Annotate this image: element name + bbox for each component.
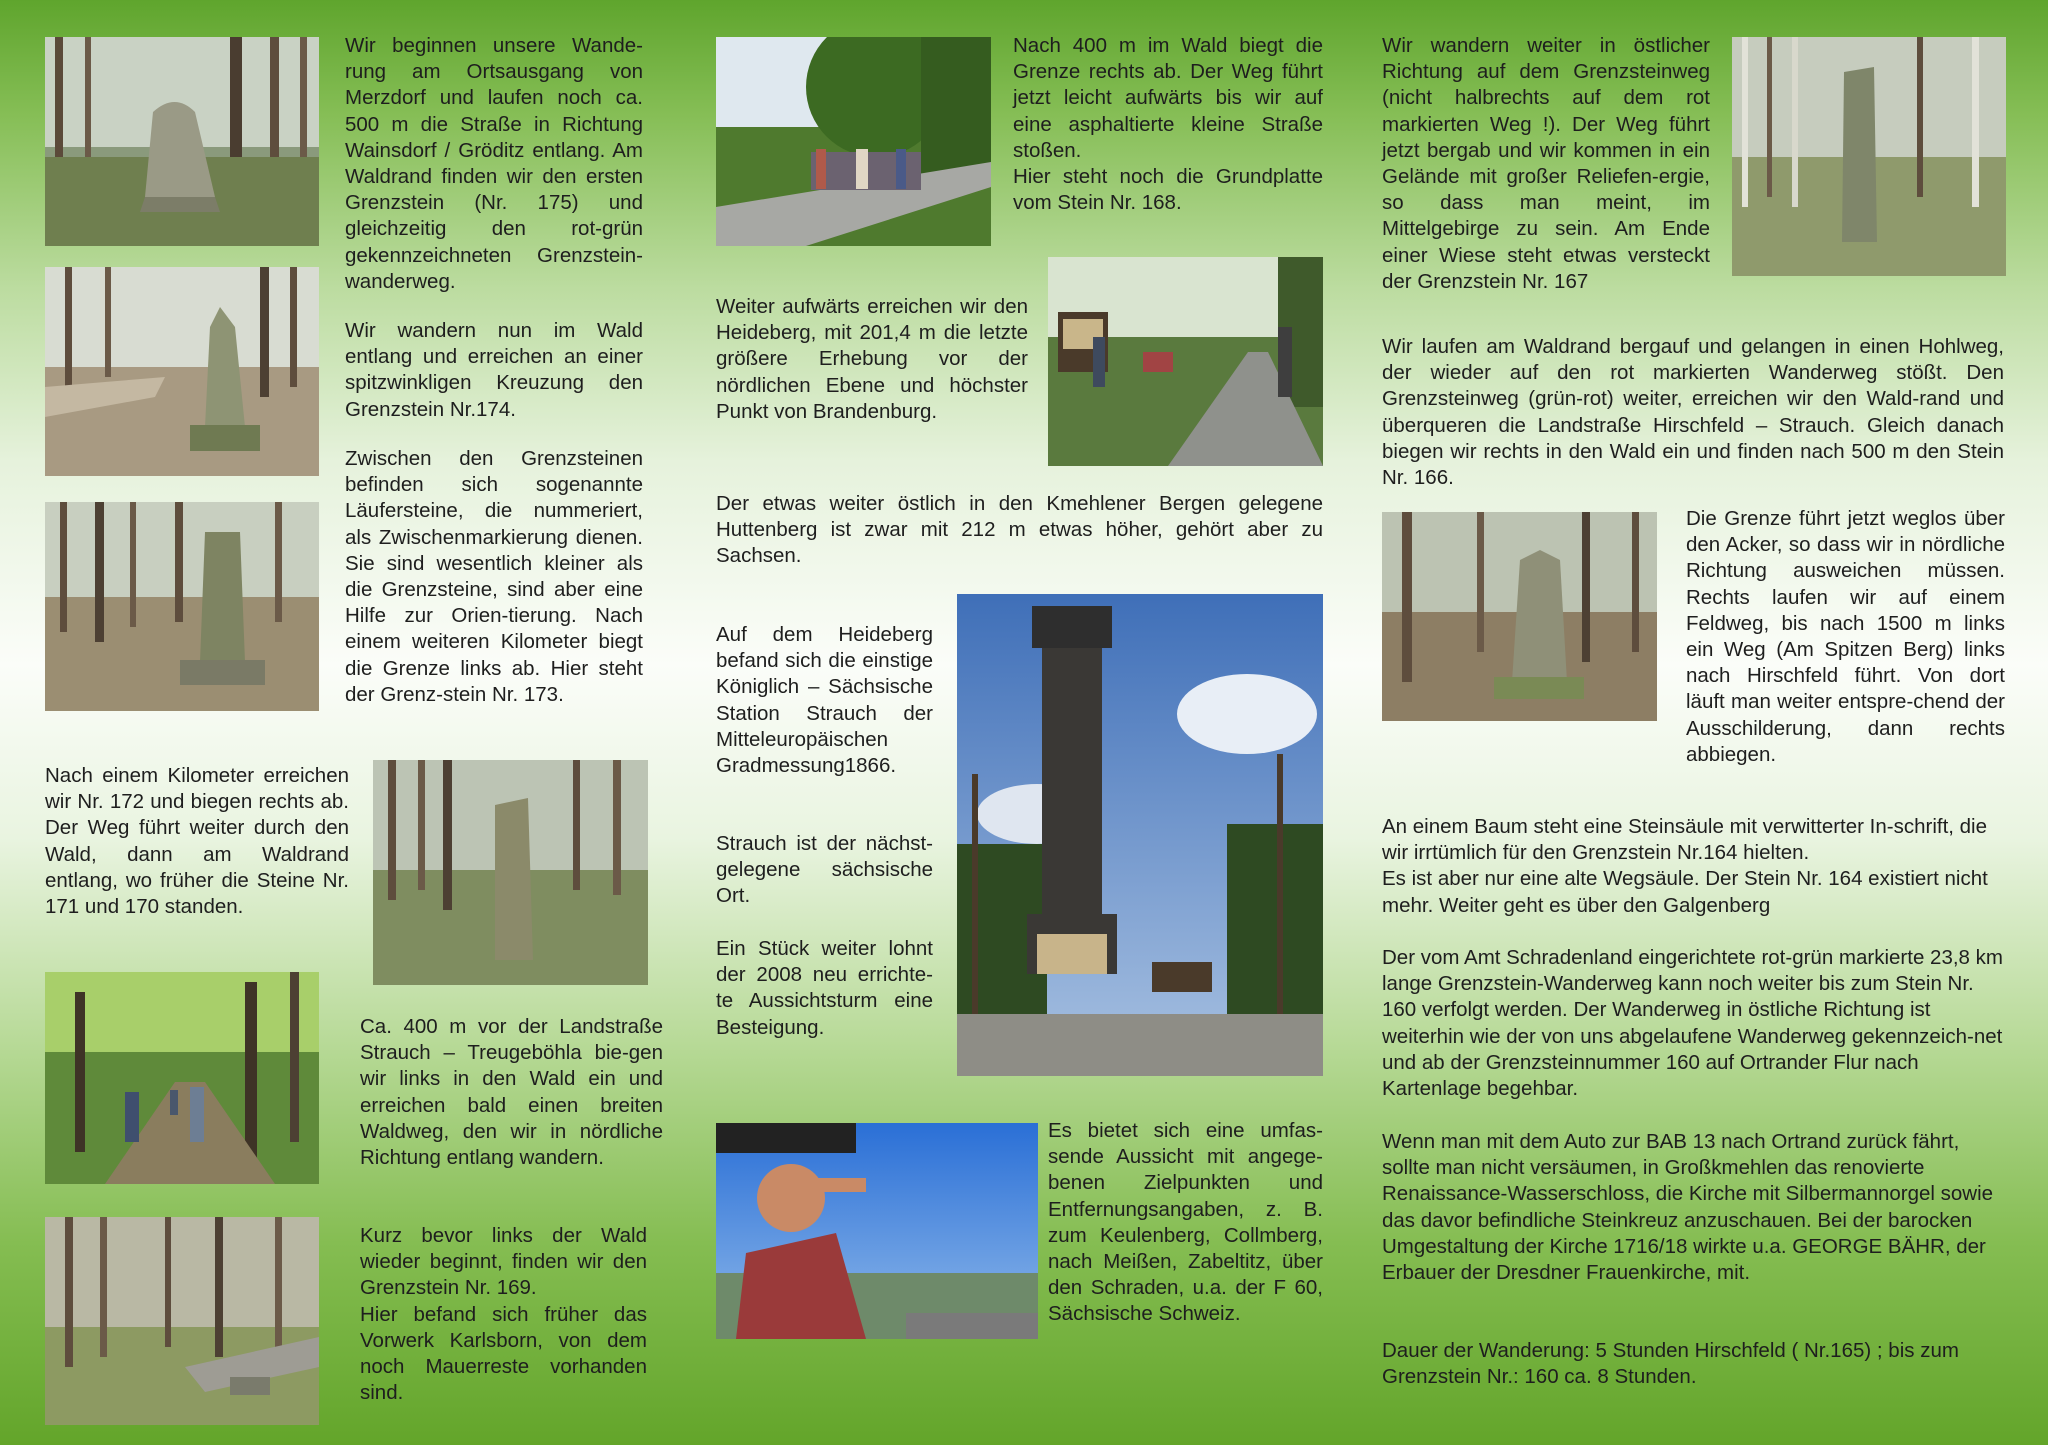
col2-paragraph-6: Ein Stück weiter lohnt der 2008 neu errichte-te Aussichtsturm eine Besteigung.	[716, 937, 933, 1039]
col3-paragraph-4: An einem Baum steht eine Steinsäule mit verwitterter In-schrift, die wir irrtümlich für den Grenzstein Nr.164 hielten. Es ist aber nur eine alte Wegsäule. Der Stein Nr. 164 existiert nicht mehr. Weiter geht es über den Galgenberg	[1382, 815, 1988, 917]
photo-observation-tower	[957, 594, 1323, 1076]
photo-grenzstein-175	[45, 37, 319, 246]
col3-paragraph-1: Wir wandern weiter in östlicher Richtung auf dem Grenzsteinweg (nicht halbrechts auf dem rot markierten Weg !). Der Weg führt jetzt bergab und wir kommen in ein Gelände mit großer Reliefen-ergie, so dass man meint, im Mittelgebirge zu sein. Am Ende einer Wiese steht etwas versteckt der Grenzstein Nr. 167	[1382, 34, 1710, 293]
col2-paragraph-4: Auf dem Heideberg befand sich die einstige Königlich – Sächsische Station Strauch der Mitteleuropäischen Gradmessung1866.	[716, 623, 933, 778]
col2-paragraph-5: Strauch ist der nächst-gelegene sächsische Ort.	[716, 832, 933, 908]
photo-grenzstein-167	[1732, 37, 2006, 276]
col1-paragraph-5: Ca. 400 m vor der Landstraße Strauch – Treugeböhla bie-gen wir links in den Wald ein und erreichen bald einen breiten Waldweg, den wir in nördliche Richtung entlang wandern.	[360, 1015, 663, 1170]
col2-paragraph-1: Nach 400 m im Wald biegt die Grenze rechts ab. Der Weg führt jetzt leicht aufwärts bis wir auf eine asphaltierte kleine Straße stoßen. Hier steht noch die Grundplatte vom Stein Nr. 168.	[1013, 34, 1323, 215]
photo-grenzstein-166	[1382, 512, 1657, 721]
col2-paragraph-3: Der etwas weiter östlich in den Kmehlener Bergen gelegene Huttenberg ist zwar mit 212 m etwas höher, gehört aber zu Sachsen.	[716, 492, 1323, 568]
photo-grenzstein-173	[45, 502, 319, 711]
col3-paragraph-7: Dauer der Wanderung: 5 Stunden Hirschfeld ( Nr.165) ; bis zum Grenzstein Nr.: 160 ca. 8 Stunden.	[1382, 1339, 1959, 1389]
col3-paragraph-5: Der vom Amt Schradenland eingerichtete rot-grün markierte 23,8 km lange Grenzstein-Wanderweg kann noch weiter bis zum Stein Nr. 160 verfolgt werden. Der Wanderweg in östliche Richtung ist weiterhin wie der von uns abgelaufene Wanderweg gekennzeich-net und ab der Grenzsteinnummer 160 auf Ortrander Flur nach Kartenlage begehbar.	[1382, 946, 2003, 1101]
photo-hikers-forest	[45, 972, 319, 1184]
col3-paragraph-3: Die Grenze führt jetzt weglos über den Acker, so dass wir in nördliche Richtung ausweichen müssen. Rechts laufen wir auf einem Feldweg, bis nach 1500 m links ein Weg (Am Spitzen Berg) links nach Hirschfeld führt. Von dort läuft man weiter entspre-chend der Ausschilderung, dann rechts abbiegen.	[1686, 507, 2005, 766]
col2-paragraph-2: Weiter aufwärts erreichen wir den Heideberg, mit 201,4 m die letzte größere Erhebung vor der nördlichen Ebene und höchster Punkt von Brandenburg.	[716, 295, 1028, 423]
col2-paragraph-7: Es bietet sich eine umfas-sende Aussicht mit angege-benen Zielpunkten und Entfernungsangaben, z. B. zum Keulenberg, Collmberg, nach Meißen, Zabeltitz, über den Schraden, u.a. der F 60, Sächsische Schweiz.	[1048, 1119, 1323, 1326]
col1-paragraph-1: Wir beginnen unsere Wande-rung am Ortsausgang von Merzdorf und laufen noch ca. 500 m die Straße in Richtung Wainsdorf / Gröditz entlang. Am Waldrand finden wir den ersten Grenzstein (Nr. 175) und gleichzeitig den rot-grün gekennzeichneten Grenzstein-wanderweg.	[345, 34, 643, 293]
photo-group-on-road	[716, 37, 991, 246]
col1-paragraph-6: Kurz bevor links der Wald wieder beginnt, finden wir den Grenzstein Nr. 169. Hier befand sich früher das Vorwerk Karlsborn, von dem noch Mauerreste vorhanden sind.	[360, 1224, 647, 1405]
photo-man-viewing	[716, 1123, 1038, 1339]
photo-info-board	[1048, 257, 1323, 466]
col1-paragraph-4: Nach einem Kilometer erreichen wir Nr. 172 und biegen rechts ab. Der Weg führt weiter durch den Wald, dann am Waldrand entlang, wo früher die Steine Nr. 171 und 170 standen.	[45, 764, 349, 919]
photo-grenzstein-172	[373, 760, 648, 985]
photo-grenzstein-169	[45, 1217, 319, 1425]
col1-paragraph-2: Wir wandern nun im Wald entlang und erreichen an einer spitzwinkligen Kreuzung den Grenzstein Nr.174.	[345, 319, 643, 421]
col3-paragraph-6: Wenn man mit dem Auto zur BAB 13 nach Ortrand zurück fährt, sollte man nicht versäumen, in Großkmehlen das renovierte Renaissance-Wasserschloss, die Kirche mit Silbermannorgel sowie das davor befindliche Steinkreuz anzuschauen. Bei der barocken Umgestaltung der Kirche 1716/18 wirkte u.a. GEORGE BÄHR, der Erbauer der Dresdner Frauenkirche, mit.	[1382, 1130, 1994, 1285]
col3-paragraph-2: Wir laufen am Waldrand bergauf und gelangen in einen Hohlweg, der wieder auf den rot markierten Wanderweg stößt. Den Grenzsteinweg (grün-rot) weiter, erreichen wir den Wald-rand und überqueren die Landstraße Hirschfeld – Strauch. Gleich danach biegen wir rechts in den Wald ein und finden nach 500 m den Stein Nr. 166.	[1382, 335, 2004, 490]
photo-grenzstein-174	[45, 267, 319, 476]
col1-paragraph-3: Zwischen den Grenzsteinen befinden sich sogenannte Läufersteine, die nummeriert, als Zwischenmarkierung dienen. Sie sind wesentlich kleiner als die Grenzsteine, sind aber eine Hilfe zur Orien-tierung. Nach einem weiteren Kilometer biegt die Grenze links ab. Hier steht der Grenz-stein Nr. 173.	[345, 447, 643, 706]
